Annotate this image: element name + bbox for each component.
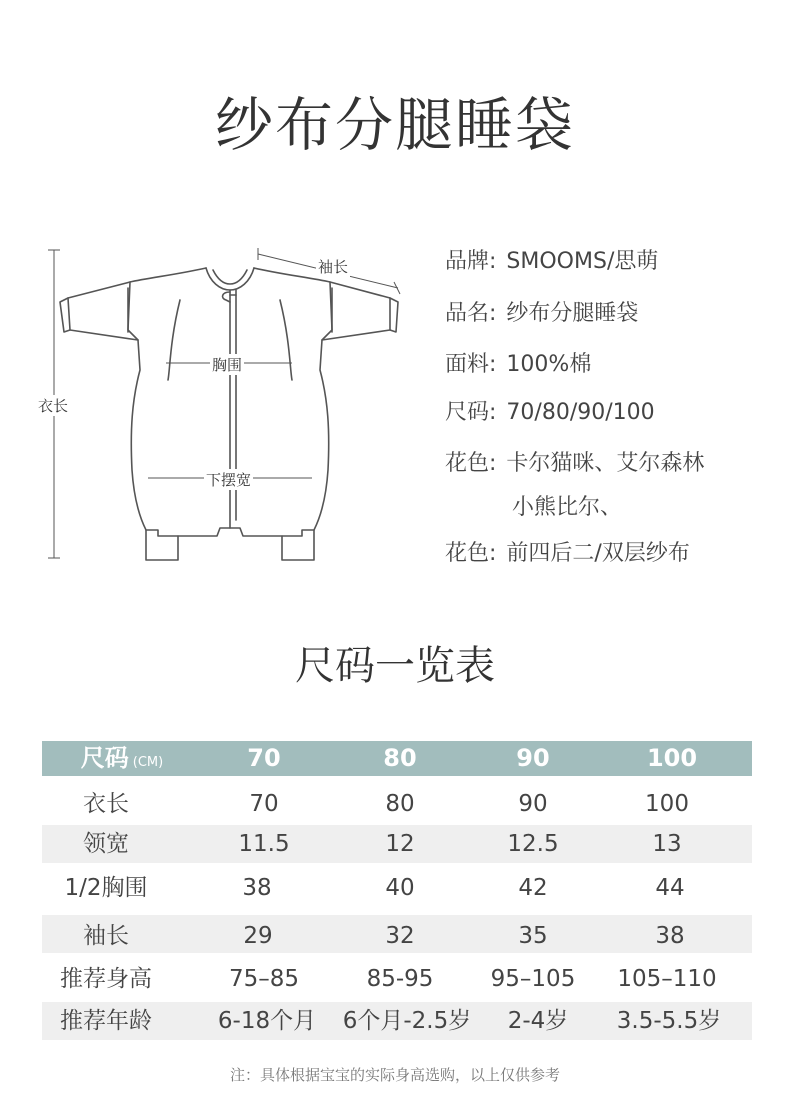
info-value: 70/80/90/100 [506, 400, 655, 425]
sleeve-length-label: 袖长 [318, 258, 349, 276]
row-value: 75–85 [228, 966, 300, 992]
info-layers [445, 536, 690, 567]
sleep-sack-outline-icon [30, 230, 430, 580]
header-size-90: 90 [516, 744, 550, 772]
info-sizes [445, 395, 655, 426]
info-key: 花色: [445, 541, 497, 566]
page-title: 纱布分腿睡袋 [214, 91, 575, 159]
info-patterns [445, 446, 704, 477]
table-row [42, 959, 752, 999]
row-value: 70 [249, 791, 279, 817]
table-header [42, 741, 752, 776]
row-value: 6个月-2.5岁 [342, 1008, 472, 1034]
info-brand [445, 244, 658, 275]
row-value: 12.5 [507, 831, 559, 857]
body-length-label: 衣长 [38, 397, 69, 415]
header-size-cell [42, 741, 202, 780]
header-size-80: 80 [383, 744, 417, 772]
row-value: 80 [385, 791, 415, 817]
row-value: 11.5 [238, 831, 290, 857]
row-value: 105–110 [617, 966, 717, 992]
info-key: 品牌: [445, 249, 497, 274]
garment-diagram [30, 230, 430, 580]
table-row [42, 867, 752, 909]
hem-width-label: 下摆宽 [206, 471, 252, 489]
info-product-name [445, 296, 638, 327]
header-size-70: 70 [247, 744, 281, 772]
chest-label: 胸围 [212, 356, 243, 374]
row-value: 2-4岁 [507, 1008, 569, 1034]
table-row [42, 915, 752, 953]
row-value: 85-95 [366, 966, 434, 992]
info-value: SMOOMS/思萌 [506, 249, 659, 274]
row-value: 29 [243, 923, 273, 949]
row-label: 袖长 [83, 923, 129, 949]
row-value: 32 [385, 923, 415, 949]
table-row [42, 1002, 752, 1040]
row-value: 44 [655, 875, 685, 901]
row-label: 衣长 [83, 791, 129, 817]
row-value: 90 [518, 791, 548, 817]
header-size-label: 尺码 [80, 744, 129, 772]
row-label: 1/2胸围 [64, 875, 148, 901]
row-value: 13 [652, 831, 682, 857]
info-patterns-continued: 小熊比尔、 [512, 495, 623, 520]
row-value: 6-18个月 [217, 1008, 317, 1034]
table-row [42, 825, 752, 863]
row-value: 95–105 [490, 966, 576, 992]
info-value: 纱布分腿睡袋 [506, 301, 639, 326]
info-value: 100%棉 [506, 352, 592, 377]
header-unit: (CM) [132, 755, 164, 770]
row-value: 40 [385, 875, 415, 901]
row-value: 38 [242, 875, 272, 901]
row-label: 推荐年龄 [60, 1008, 152, 1034]
row-value: 3.5-5.5岁 [616, 1008, 722, 1034]
info-value: 前四后二/双层纱布 [506, 541, 690, 566]
info-key: 面料: [445, 352, 497, 377]
row-value: 42 [518, 875, 548, 901]
size-chart-title: 尺码一览表 [295, 643, 495, 689]
info-key: 花色: [445, 451, 497, 476]
row-value: 38 [655, 923, 685, 949]
row-value: 12 [385, 831, 415, 857]
info-fabric [445, 347, 591, 378]
header-size-100: 100 [646, 744, 698, 772]
info-key: 品名: [445, 301, 497, 326]
info-key: 尺码: [445, 400, 497, 425]
table-row [42, 785, 752, 823]
row-value: 100 [645, 791, 689, 817]
footnote: 注：具体根据宝宝的实际身高选购，以上仅供参考 [229, 1066, 560, 1084]
row-value: 35 [518, 923, 548, 949]
row-label: 领宽 [83, 831, 129, 857]
info-value: 卡尔猫咪、艾尔森林 [506, 451, 705, 476]
row-label: 推荐身高 [60, 966, 152, 992]
